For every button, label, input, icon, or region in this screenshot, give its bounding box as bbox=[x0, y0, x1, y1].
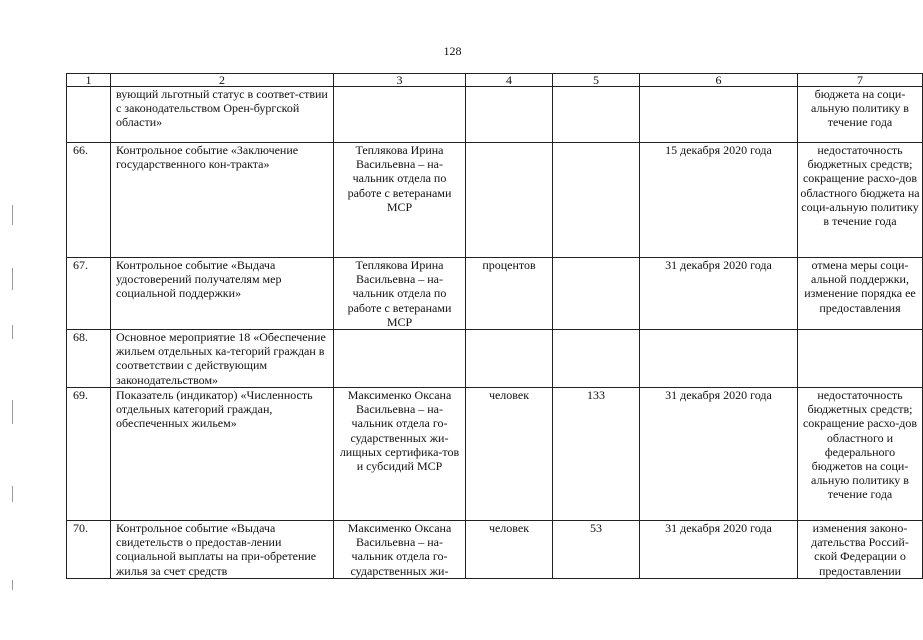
scan-mark bbox=[12, 400, 13, 424]
table-row bbox=[67, 521, 923, 579]
unit: человек bbox=[466, 521, 553, 579]
deadline-date: 31 декабря 2020 года bbox=[640, 258, 798, 330]
unit bbox=[466, 143, 553, 258]
risk-description: отмена меры соци-альной поддержки, изменение порядка ее предоставления bbox=[798, 258, 923, 330]
table-row bbox=[67, 87, 923, 143]
row-number: 69. bbox=[67, 388, 111, 521]
risk-description bbox=[798, 330, 923, 388]
event-name: Контрольное событие «Выдача удостоверений получателям мер социальной поддержки» bbox=[111, 258, 334, 330]
responsible-person: Теплякова Ирина Васильевна – на-чальник отдела по работе с ветеранами МСР bbox=[334, 258, 466, 330]
scan-mark bbox=[12, 325, 13, 339]
event-name: Контрольное событие «Заключение государственного кон-тракта» bbox=[111, 143, 334, 258]
deadline-date bbox=[640, 330, 798, 388]
risk-description: недостаточность бюджетных средств; сокращение расхо-дов областного и федерального бюджетов на соци-альную политику в течение года bbox=[798, 388, 923, 521]
deadline-date: 31 декабря 2020 года bbox=[640, 388, 798, 521]
row-number bbox=[67, 87, 111, 143]
scan-mark bbox=[12, 268, 13, 290]
target-value: 53 bbox=[553, 521, 640, 579]
deadline-date: 15 декабря 2020 года bbox=[640, 143, 798, 258]
event-name: Контрольное событие «Выдача свидетельств о предостав-лении социальной выплаты на при-обретение жилья за счет средств bbox=[111, 521, 334, 579]
document-table bbox=[66, 73, 923, 579]
event-name: Показатель (индикатор) «Численность отдельных категорий граждан, обеспеченных жильем» bbox=[111, 388, 334, 521]
target-value bbox=[553, 143, 640, 258]
page-number: 128 bbox=[443, 44, 462, 58]
responsible-person: Максименко Оксана Васильевна – на-чальник отдела го-сударственных жи- bbox=[334, 521, 466, 579]
row-number: 66. bbox=[67, 143, 111, 258]
column-header: 5 bbox=[553, 74, 640, 87]
column-header-row bbox=[67, 74, 923, 87]
table-row bbox=[67, 143, 923, 258]
column-header: 6 bbox=[640, 74, 798, 87]
responsible-person: Максименко Оксана Васильевна – на-чальник отдела го-сударственных жи-лищных сертифика-тов и субсидий МСР bbox=[334, 388, 466, 521]
table-row bbox=[67, 330, 923, 388]
row-number: 67. bbox=[67, 258, 111, 330]
target-value bbox=[553, 87, 640, 143]
event-name: вующий льготный статус в соответ-ствии с законодательством Орен-бургской области» bbox=[111, 87, 334, 143]
scan-mark bbox=[12, 580, 13, 590]
column-header: 2 bbox=[111, 74, 334, 87]
responsible-person bbox=[334, 330, 466, 388]
unit bbox=[466, 330, 553, 388]
table-row bbox=[67, 388, 923, 521]
risk-description: бюджета на соци-альную политику в течение года bbox=[798, 87, 923, 143]
target-value bbox=[553, 330, 640, 388]
column-header: 4 bbox=[466, 74, 553, 87]
scan-mark bbox=[12, 205, 13, 225]
responsible-person bbox=[334, 87, 466, 143]
column-header: 7 bbox=[798, 74, 923, 87]
column-header: 3 bbox=[334, 74, 466, 87]
unit bbox=[466, 87, 553, 143]
target-value bbox=[553, 258, 640, 330]
deadline-date bbox=[640, 87, 798, 143]
table-row bbox=[67, 258, 923, 330]
scan-mark bbox=[12, 486, 13, 502]
row-number: 70. bbox=[67, 521, 111, 579]
unit: процентов bbox=[466, 258, 553, 330]
deadline-date: 31 декабря 2020 года bbox=[640, 521, 798, 579]
risk-description: недостаточность бюджетных средств; сокращение расхо-дов областного бюджета на соци-альную политику в течение года bbox=[798, 143, 923, 258]
column-header: 1 bbox=[67, 74, 111, 87]
unit: человек bbox=[466, 388, 553, 521]
responsible-person: Теплякова Ирина Васильевна – на-чальник отдела по работе с ветеранами МСР bbox=[334, 143, 466, 258]
row-number: 68. bbox=[67, 330, 111, 388]
target-value: 133 bbox=[553, 388, 640, 521]
risk-description: изменения законо-дательства Россий-ской Федерации о предоставлении bbox=[798, 521, 923, 579]
event-name: Основное мероприятие 18 «Обеспечение жильем отдельных ка-тегорий граждан в соответствии с действующим законодательством» bbox=[111, 330, 334, 388]
